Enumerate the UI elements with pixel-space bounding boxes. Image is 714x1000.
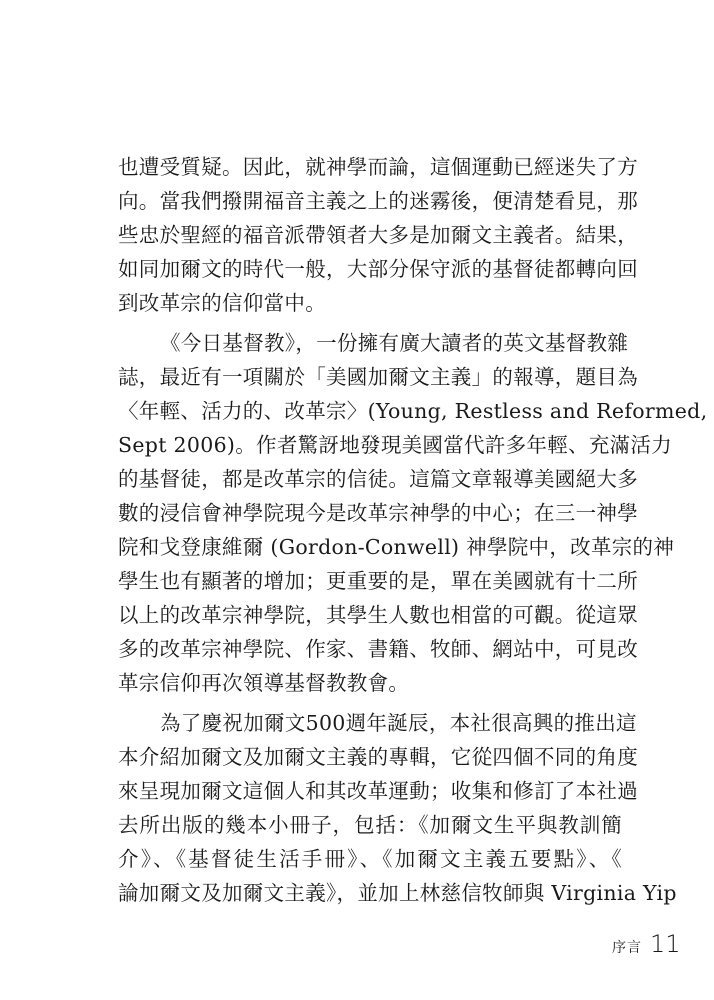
text-line: 去所出版的幾本小冊子，包括：《加爾文生平與教訓簡 (118, 813, 622, 837)
text-line: 本介紹加爾文及加爾文主義的專輯，它從四個不同的角度 (118, 745, 638, 769)
text-line: 以上的改革宗神學院，其學生人數也相當的可觀。從這眾 (118, 603, 638, 627)
text-line: 多的改革宗神學院、作家、書籍、牧師、網站中，可見改 (118, 637, 638, 661)
text-line: 革宗信仰再次領導基督教教會。 (118, 671, 410, 695)
text-line: 的基督徒，都是改革宗的信徒。這篇文章報導美國絕大多 (118, 467, 638, 491)
body-text (118, 150, 708, 910)
page-number: 11 (650, 930, 681, 958)
text-line: 論加爾文及加爾文主義》，並加上林慈信牧師與 Virginia Yip (118, 881, 677, 905)
text-line: 為了慶祝加爾文500週年誕辰，本社很高興的推出這 (160, 711, 637, 735)
text-line: 介》、《基督徒生活手冊》、《加爾文主義五要點》、《 (118, 847, 622, 871)
text-line: 來呈現加爾文這個人和其改革運動；收集和修訂了本社過 (118, 779, 638, 803)
section-label: 序言 (612, 940, 642, 956)
page-footer (612, 930, 692, 960)
text-line: 到改革宗的信仰當中。 (118, 291, 326, 315)
text-line: 學生也有顯著的增加；更重要的是，單在美國就有十二所 (118, 569, 638, 593)
text-line: 如同加爾文的時代一般，大部分保守派的基督徒都轉向回 (118, 257, 638, 281)
text-line: 數的浸信會神學院現今是改革宗神學的中心；在三一神學 (118, 501, 638, 525)
text-line: 〈年輕、活力的、改革宗〉(Young, Restless and Reformed, (118, 399, 708, 423)
text-line: 《今日基督教》，一份擁有廣大讀者的英文基督教雜 (160, 331, 629, 355)
text-line: 些忠於聖經的福音派帶領者大多是加爾文主義者。結果， (118, 223, 638, 247)
text-line: 誌，最近有一項關於「美國加爾文主義」的報導，題目為 (118, 365, 638, 389)
text-line: Sept 2006)。作者驚訝地發現美國當代許多年輕、充滿活力 (118, 433, 673, 457)
text-line: 也遭受質疑。因此，就神學而論，這個運動已經迷失了方 (118, 155, 638, 179)
text-line: 院和戈登康維爾 (Gordon-Conwell) 神學院中，改革宗的神 (118, 535, 675, 559)
text-line: 向。當我們撥開福音主義之上的迷霧後，便清楚看見，那 (118, 189, 638, 213)
